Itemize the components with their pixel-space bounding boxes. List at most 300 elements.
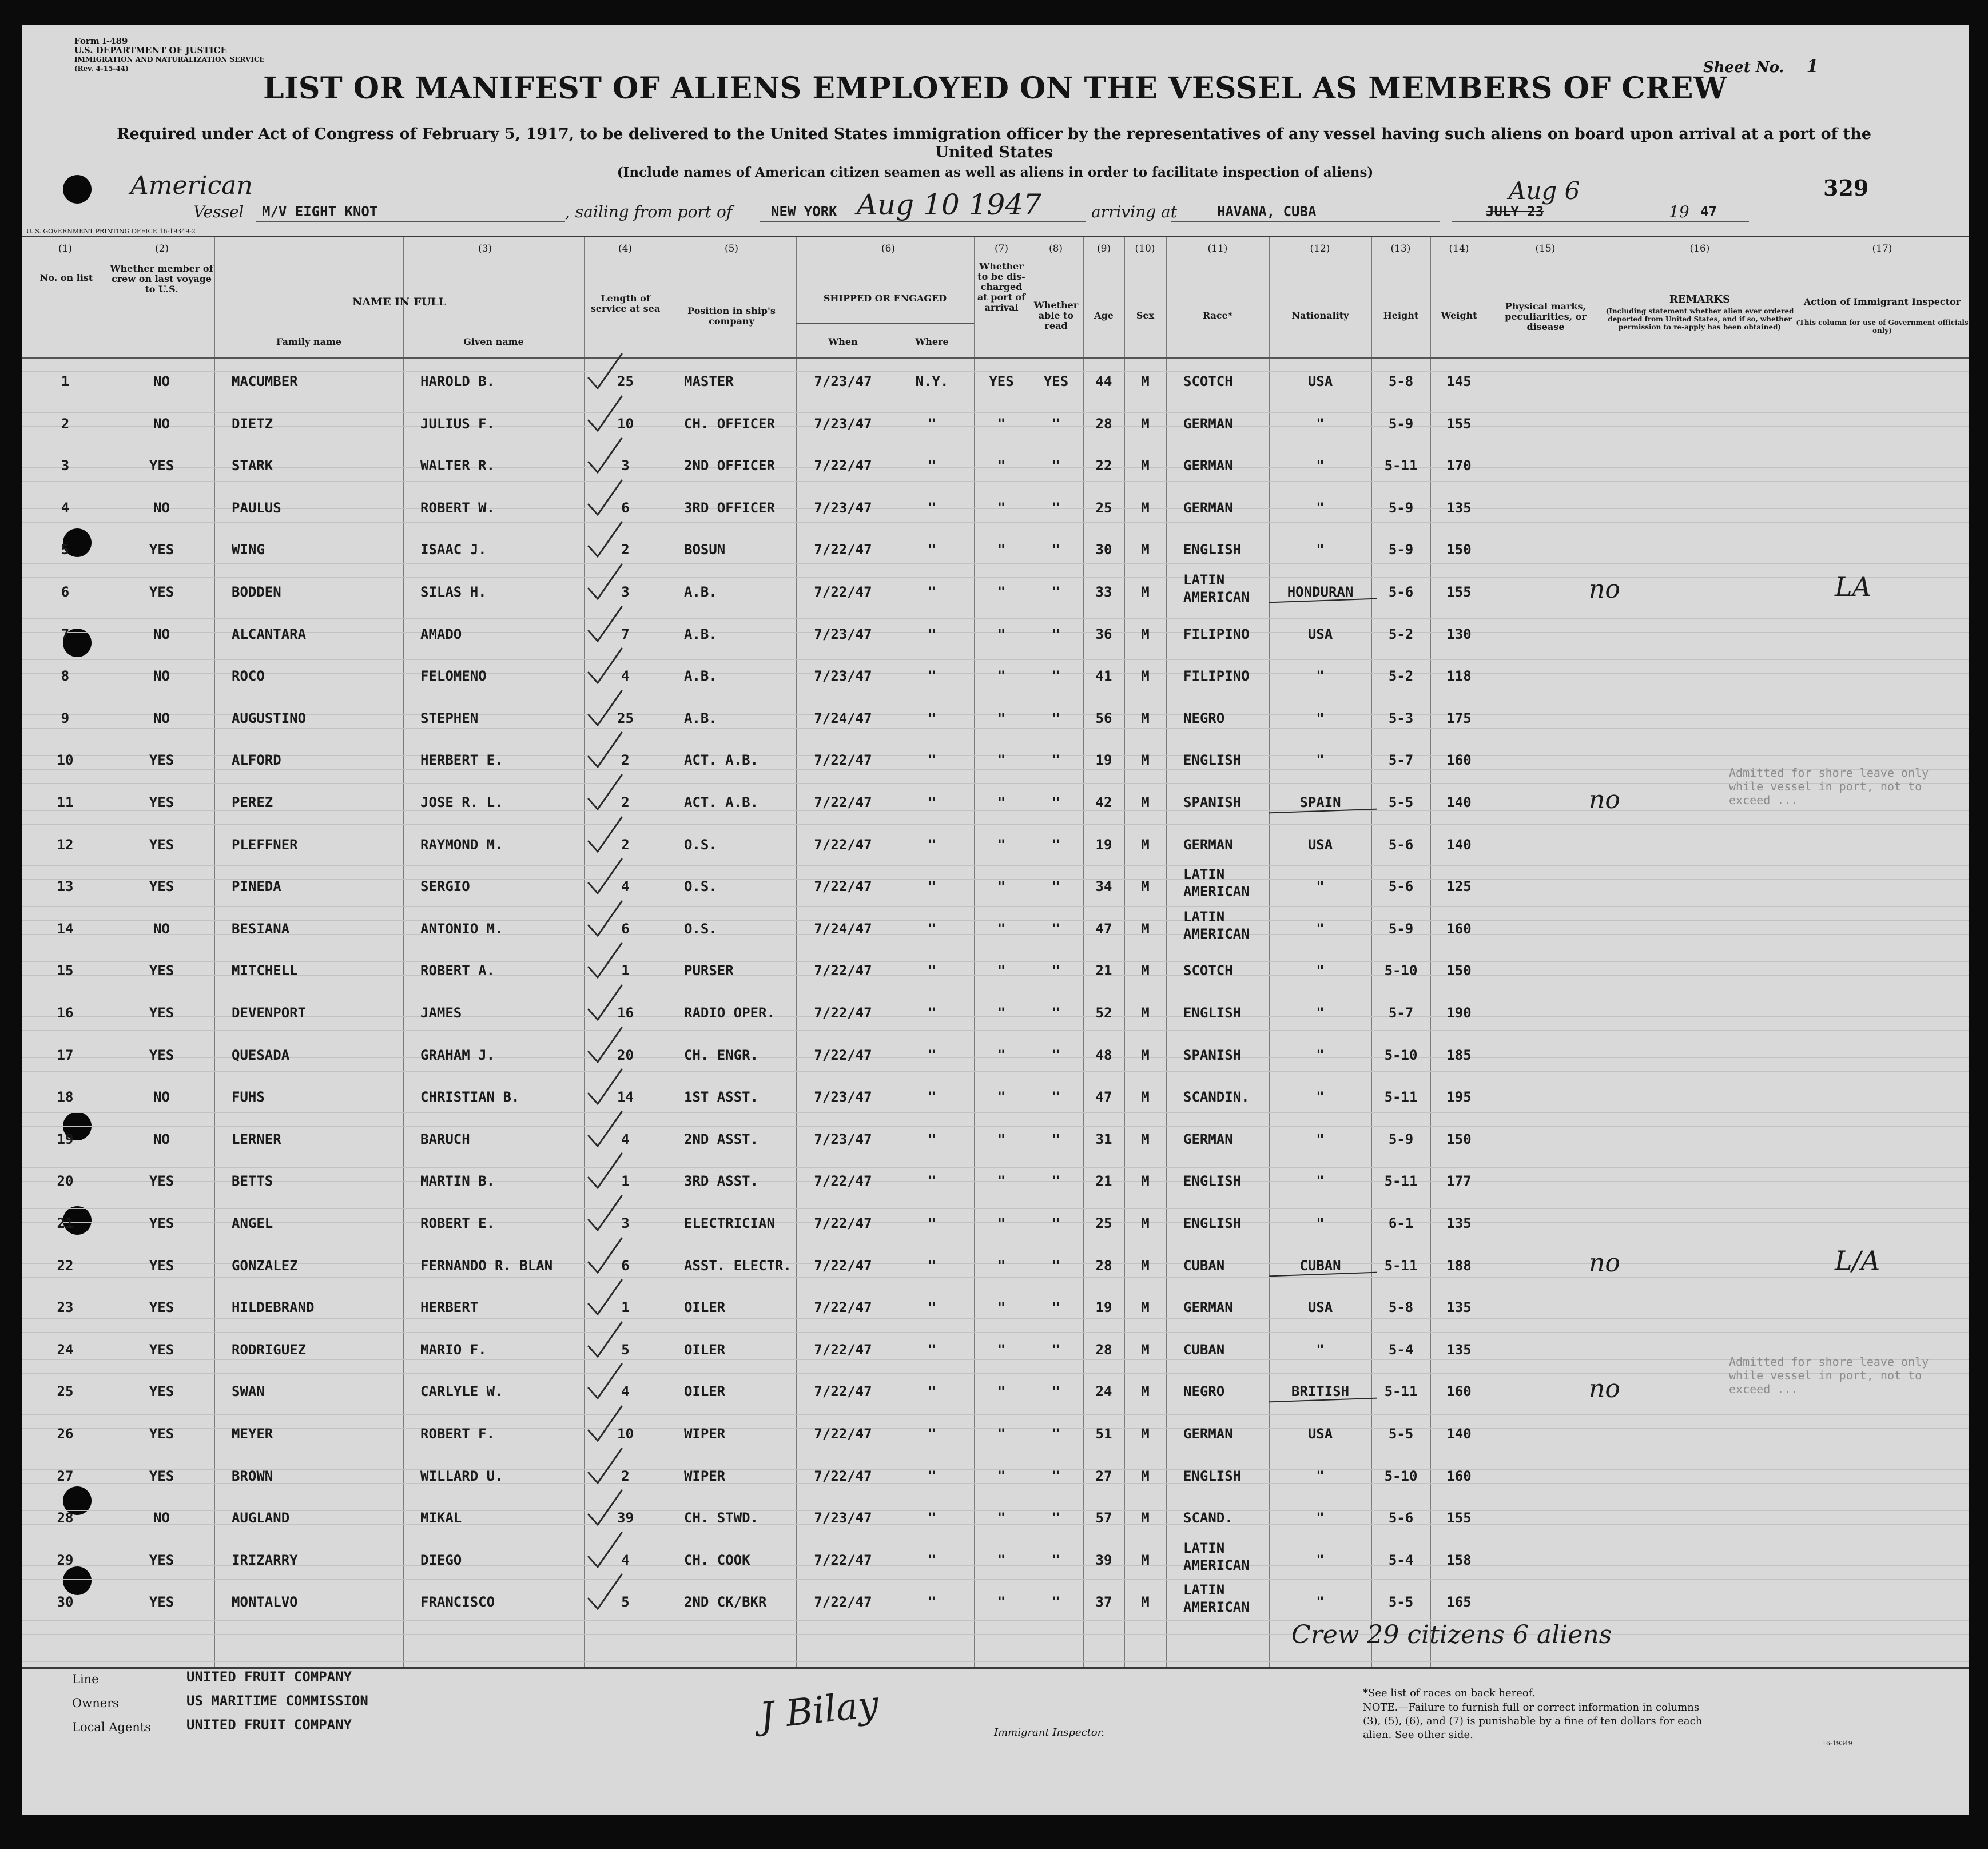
crew-table: [22, 236, 1969, 1669]
cell-when: 7/23/47: [814, 1089, 872, 1106]
penalty-note: [1363, 1701, 1717, 1742]
cell-weight: 135: [1446, 1341, 1472, 1358]
ruling-line: [22, 371, 1969, 372]
cell-disch: ": [997, 499, 1006, 516]
form-number: Form I-489: [74, 36, 128, 46]
check-mark-icon: [585, 730, 625, 770]
cell-last: YES: [149, 1426, 174, 1442]
check-mark-icon: [585, 520, 625, 560]
cell-height: 5-6: [1388, 1510, 1414, 1526]
cell-race: GERMAN: [1183, 458, 1233, 474]
cell-service: 1: [621, 1173, 630, 1190]
cell-height: 5-4: [1388, 1552, 1414, 1568]
inspector-label: Immigrant Inspector.: [994, 1727, 1105, 1739]
cell-when: 7/22/47: [814, 752, 872, 769]
cell-age: 57: [1095, 1510, 1112, 1526]
cell-position: ACT. A.B.: [684, 794, 759, 810]
cell-last: YES: [149, 878, 174, 895]
header-last-voyage: Whether member of crew on last voyage to U.S.: [110, 263, 213, 295]
check-mark-icon: [585, 983, 625, 1023]
sheet-label: Sheet No.: [1703, 59, 1784, 76]
cell-position: 3RD OFFICER: [684, 499, 775, 516]
cell-service: 3: [621, 458, 630, 474]
cell-given: WILLARD U.: [420, 1468, 503, 1484]
cell-family: BODDEN: [232, 584, 281, 600]
column-rule: [1083, 237, 1084, 1667]
cell-service: 16: [617, 1005, 634, 1021]
cell-last: YES: [149, 1594, 174, 1611]
ruling-line: [22, 1634, 1969, 1635]
column-number: (12): [1310, 243, 1330, 255]
header-race: Race*: [1202, 310, 1233, 321]
cell-race: LATIN AMERICAN: [1183, 908, 1250, 942]
cell-where: ": [928, 1341, 936, 1358]
cell-race: LATIN AMERICAN: [1183, 866, 1250, 900]
check-mark-icon: [585, 394, 625, 434]
cell-no: 22: [57, 1257, 74, 1274]
cell-service: 3: [621, 584, 630, 600]
cell-last: YES: [149, 542, 174, 558]
cell-height: 5-9: [1388, 415, 1414, 432]
cell-height: 5-11: [1384, 1257, 1418, 1274]
cell-race: FILIPINO: [1183, 668, 1250, 685]
department: U.S. DEPARTMENT OF JUSTICE: [74, 45, 227, 55]
cell-service: 1: [621, 963, 630, 979]
cell-read: ": [1052, 415, 1060, 432]
manifest-sheet: [22, 25, 1969, 1815]
cell-given: ROBERT F.: [420, 1426, 495, 1442]
cell-sex: M: [1141, 373, 1150, 389]
cell-height: 5-6: [1388, 878, 1414, 895]
include-note: (Include names of American citizen seamen as well as aliens in order to facilitate inspection of aliens): [617, 165, 1374, 180]
cell-no: 10: [57, 752, 74, 769]
cell-nat: ": [1316, 752, 1325, 769]
cell-given: HERBERT: [420, 1299, 479, 1316]
cell-nat: SPAIN: [1299, 794, 1341, 810]
cell-age: 37: [1095, 1594, 1112, 1611]
cell-service: 4: [621, 1552, 630, 1568]
header-action: Action of Immigrant Inspector: [1803, 296, 1961, 307]
cell-given: CHRISTIAN B.: [420, 1089, 520, 1106]
cell-nat: ": [1316, 458, 1325, 474]
cell-read: ": [1052, 1299, 1060, 1316]
shore-leave-stamp: Admitted for shore leave only while vessel in port, not to exceed ...: [1729, 1355, 1929, 1397]
column-number: (14): [1449, 243, 1469, 255]
cell-race: NEGRO: [1183, 1383, 1225, 1400]
cell-disch: ": [997, 1005, 1006, 1021]
cell-height: 5-6: [1388, 584, 1414, 600]
cell-where: ": [928, 920, 936, 937]
cell-given: JULIUS F.: [420, 415, 495, 432]
cell-family: FUHS: [232, 1089, 265, 1106]
cell-where: N.Y.: [915, 373, 949, 389]
header-remarks: REMARKS: [1669, 293, 1731, 305]
cell-where: ": [928, 668, 936, 685]
cell-given: BARUCH: [420, 1131, 470, 1147]
cell-weight: 177: [1446, 1173, 1472, 1190]
cell-weight: 165: [1446, 1594, 1472, 1611]
cell-service: 4: [621, 668, 630, 685]
cell-family: RODRIGUEZ: [232, 1341, 307, 1358]
column-rule: [1371, 237, 1372, 1667]
cell-given: FRANCISCO: [420, 1594, 495, 1611]
cell-family: IRIZARRY: [232, 1552, 298, 1568]
cell-age: 41: [1095, 668, 1112, 685]
service: IMMIGRATION AND NATURALIZATION SERVICE: [74, 55, 265, 63]
column-number: (1): [58, 243, 73, 255]
cell-last: YES: [149, 1173, 174, 1190]
cell-position: O.S.: [684, 920, 717, 937]
ruling-line: [22, 1373, 1969, 1374]
cell-weight: 160: [1446, 920, 1472, 937]
header-length-service: Length of service at sea: [590, 293, 661, 314]
cell-family: PEREZ: [232, 794, 273, 810]
cell-height: 5-9: [1388, 1131, 1414, 1147]
cell-when: 7/23/47: [814, 1131, 872, 1147]
header-name-in-full: NAME IN FULL: [352, 296, 446, 308]
cell-weight: 130: [1446, 626, 1472, 642]
cell-nat: CUBAN: [1299, 1257, 1341, 1274]
cell-read: ": [1052, 584, 1060, 600]
cell-no: 2: [61, 415, 70, 432]
cell-sex: M: [1141, 1468, 1150, 1484]
cell-age: 24: [1095, 1383, 1112, 1400]
cell-age: 56: [1095, 710, 1112, 726]
cell-read: ": [1052, 1131, 1060, 1147]
cell-sex: M: [1141, 1299, 1150, 1316]
column-number: (4): [618, 243, 633, 255]
cell-when: 7/22/47: [814, 1594, 872, 1611]
cell-race: SPANISH: [1183, 794, 1242, 810]
check-mark-icon: [585, 352, 625, 392]
cell-sex: M: [1141, 1594, 1150, 1611]
cell-weight: 190: [1446, 1005, 1472, 1021]
cell-nat: ": [1316, 542, 1325, 558]
ruling-line: [22, 906, 1969, 907]
cell-when: 7/22/47: [814, 1552, 872, 1568]
remark-handwritten: no: [1589, 785, 1620, 814]
cell-height: 5-5: [1388, 1426, 1414, 1442]
cell-read: ": [1052, 1510, 1060, 1526]
cell-race: GERMAN: [1183, 415, 1233, 432]
cell-weight: 140: [1446, 836, 1472, 853]
column-number: (15): [1535, 243, 1556, 255]
cell-age: 25: [1095, 499, 1112, 516]
cell-height: 5-11: [1384, 1089, 1418, 1106]
cell-nat: ": [1316, 1005, 1325, 1021]
subtitle: Required under Act of Congress of February 5, 1917, to be delivered to the United States immigration officer by the representatives of any vessel having such aliens on board upon arrival at a port of the United States: [117, 125, 1871, 161]
cell-height: 5-4: [1388, 1341, 1414, 1358]
check-mark-icon: [585, 815, 625, 855]
check-mark-icon: [585, 1278, 625, 1318]
cell-weight: 135: [1446, 1215, 1472, 1231]
cell-nat: ": [1316, 1341, 1325, 1358]
cell-when: 7/22/47: [814, 1299, 872, 1316]
cell-family: PLEFFNER: [232, 836, 298, 853]
check-mark-icon: [585, 1151, 625, 1191]
cell-position: BOSUN: [684, 542, 726, 558]
ruling-line: [22, 769, 1969, 770]
cell-weight: 140: [1446, 794, 1472, 810]
cell-weight: 135: [1446, 1299, 1472, 1316]
cell-where: ": [928, 1131, 936, 1147]
cell-where: ": [928, 752, 936, 769]
cell-service: 14: [617, 1089, 634, 1106]
column-number: (9): [1096, 243, 1111, 255]
cell-last: NO: [153, 1089, 170, 1106]
cell-last: NO: [153, 1510, 170, 1526]
cell-sex: M: [1141, 458, 1150, 474]
cell-disch: ": [997, 1131, 1006, 1147]
cell-family: WING: [232, 542, 265, 558]
cell-service: 3: [621, 1215, 630, 1231]
cell-weight: 160: [1446, 1468, 1472, 1484]
cell-when: 7/22/47: [814, 878, 872, 895]
cell-position: A.B.: [684, 668, 717, 685]
cell-disch: ": [997, 1215, 1006, 1231]
cell-disch: ": [997, 710, 1006, 726]
cell-given: STEPHEN: [420, 710, 479, 726]
cell-height: 5-2: [1388, 626, 1414, 642]
cell-age: 30: [1095, 542, 1112, 558]
header-action-note: (This column for use of Government officials only): [1796, 319, 1969, 335]
cell-age: 28: [1095, 1341, 1112, 1358]
cell-where: ": [928, 458, 936, 474]
cell-where: ": [928, 1594, 936, 1611]
cell-position: OILER: [684, 1341, 726, 1358]
cell-disch: ": [997, 584, 1006, 600]
shipped-header-rule: [796, 323, 974, 324]
cell-race: SCANDIN.: [1183, 1089, 1250, 1106]
cell-family: ROCO: [232, 668, 265, 685]
header-rule: [22, 357, 1969, 359]
header-shipped-engaged: SHIPPED OR ENGAGED: [823, 293, 947, 304]
printing-office: U. S. GOVERNMENT PRINTING OFFICE 16-19349-2: [26, 228, 196, 235]
cell-disch: YES: [989, 373, 1014, 389]
check-mark-icon: [585, 773, 625, 813]
ruling-line: [22, 824, 1969, 825]
ruling-line: [22, 728, 1969, 729]
cell-given: FERNANDO R. BLAN: [420, 1257, 553, 1274]
owners-value: US MARITIME COMMISSION: [186, 1693, 368, 1709]
cell-when: 7/22/47: [814, 1468, 872, 1484]
cell-nat: ": [1316, 963, 1325, 979]
cell-family: AUGUSTINO: [232, 710, 307, 726]
header-age: Age: [1094, 310, 1114, 321]
cell-family: ALCANTARA: [232, 626, 307, 642]
arriving-label: arriving at: [1091, 202, 1177, 221]
cell-where: ": [928, 1257, 936, 1274]
cell-weight: 118: [1446, 668, 1472, 685]
check-mark-icon: [585, 1446, 625, 1486]
cell-nat: USA: [1307, 373, 1333, 389]
cell-height: 5-8: [1388, 1299, 1414, 1316]
check-mark-icon: [585, 1530, 625, 1570]
owners-label: Owners: [72, 1696, 119, 1710]
cell-disch: ": [997, 668, 1006, 685]
cell-age: 33: [1095, 584, 1112, 600]
cell-height: 5-2: [1388, 668, 1414, 685]
cell-read: ": [1052, 836, 1060, 853]
header-position: Position in ship's company: [687, 305, 776, 327]
column-number: (2): [154, 243, 169, 255]
cell-height: 5-11: [1384, 1173, 1418, 1190]
cell-position: ELECTRICIAN: [684, 1215, 775, 1231]
ruling-line: [22, 810, 1969, 811]
cell-position: MASTER: [684, 373, 734, 389]
revision: (Rev. 4-15-44): [74, 65, 129, 73]
cell-when: 7/22/47: [814, 1426, 872, 1442]
cell-given: SILAS H.: [420, 584, 487, 600]
port-to: HAVANA, CUBA: [1217, 204, 1317, 220]
ruling-line: [22, 1332, 1969, 1333]
cell-last: YES: [149, 836, 174, 853]
cell-last: NO: [153, 920, 170, 937]
cell-disch: ": [997, 1552, 1006, 1568]
cell-disch: ": [997, 878, 1006, 895]
cell-race: ENGLISH: [1183, 542, 1242, 558]
note-label: NOTE.: [1363, 1701, 1398, 1713]
check-mark-icon: [585, 1572, 625, 1612]
cell-service: 1: [621, 1299, 630, 1316]
cell-last: YES: [149, 1047, 174, 1063]
cell-no: 5: [61, 542, 70, 558]
cell-race: ENGLISH: [1183, 752, 1242, 769]
cell-race: GERMAN: [1183, 1131, 1233, 1147]
cell-age: 47: [1095, 1089, 1112, 1106]
cell-when: 7/22/47: [814, 963, 872, 979]
cell-position: CH. ENGR.: [684, 1047, 759, 1063]
header-remarks-note: (Including statement whether alien ever ordered deported from United States, and if so, whether permission to re-apply has been obtained): [1605, 307, 1794, 331]
column-rule: [214, 237, 215, 1667]
cell-read: ": [1052, 920, 1060, 937]
cell-when: 7/22/47: [814, 542, 872, 558]
cell-family: ANGEL: [232, 1215, 273, 1231]
ruling-line: [22, 961, 1969, 962]
cell-age: 19: [1095, 836, 1112, 853]
cell-weight: 145: [1446, 373, 1472, 389]
cell-disch: ": [997, 963, 1006, 979]
cell-age: 52: [1095, 1005, 1112, 1021]
cell-sex: M: [1141, 1131, 1150, 1147]
cell-position: A.B.: [684, 710, 717, 726]
check-mark-icon: [585, 436, 625, 476]
cell-sex: M: [1141, 963, 1150, 979]
column-rule: [1269, 237, 1270, 1667]
cell-service: 4: [621, 1131, 630, 1147]
cell-weight: 155: [1446, 415, 1472, 432]
cell-when: 7/23/47: [814, 415, 872, 432]
cell-height: 5-8: [1388, 373, 1414, 389]
cell-no: 18: [57, 1089, 74, 1106]
cell-read: ": [1052, 458, 1060, 474]
cell-when: 7/22/47: [814, 458, 872, 474]
cell-when: 7/24/47: [814, 920, 872, 937]
cell-when: 7/22/47: [814, 1215, 872, 1231]
cell-age: 21: [1095, 963, 1112, 979]
cell-service: 2: [621, 794, 630, 810]
cell-position: RADIO OPER.: [684, 1005, 775, 1021]
cell-where: ": [928, 542, 936, 558]
cell-sex: M: [1141, 499, 1150, 516]
cell-family: STARK: [232, 458, 273, 474]
cell-service: 20: [617, 1047, 634, 1063]
cell-last: YES: [149, 458, 174, 474]
ruling-line: [22, 1359, 1969, 1360]
cell-position: 3RD ASST.: [684, 1173, 759, 1190]
column-rule: [403, 237, 404, 1667]
cell-sex: M: [1141, 836, 1150, 853]
cell-given: MARIO F.: [420, 1341, 487, 1358]
cell-race: ENGLISH: [1183, 1173, 1242, 1190]
header-discharged: Whether to be dis- charged at port of arrival: [977, 261, 1026, 313]
cell-last: NO: [153, 668, 170, 685]
cell-nat: ": [1316, 1131, 1325, 1147]
cell-given: JOSE R. L.: [420, 794, 503, 810]
column-rule: [796, 237, 797, 1667]
cell-height: 5-3: [1388, 710, 1414, 726]
handwritten-flag: American: [130, 171, 253, 200]
cell-family: MEYER: [232, 1426, 273, 1442]
cell-age: 42: [1095, 794, 1112, 810]
header-family-name: Family name: [276, 336, 341, 347]
cell-given: RAYMOND M.: [420, 836, 503, 853]
header-no-on-list: No. on list: [39, 272, 93, 283]
cell-position: A.B.: [684, 584, 717, 600]
cell-service: 39: [617, 1510, 634, 1526]
cell-nat: USA: [1307, 1299, 1333, 1316]
cell-race: CUBAN: [1183, 1257, 1225, 1274]
cell-service: 6: [621, 499, 630, 516]
cell-nat: ": [1316, 1594, 1325, 1611]
cell-family: HILDEBRAND: [232, 1299, 315, 1316]
check-mark-icon: [585, 689, 625, 729]
cell-sex: M: [1141, 584, 1150, 600]
check-mark-icon: [585, 1236, 625, 1276]
cell-disch: ": [997, 626, 1006, 642]
cell-weight: 155: [1446, 1510, 1472, 1526]
form-info: [74, 37, 265, 73]
cell-last: YES: [149, 963, 174, 979]
cell-nat: USA: [1307, 1426, 1333, 1442]
cell-where: ": [928, 1552, 936, 1568]
cell-given: HAROLD B.: [420, 373, 495, 389]
cell-disch: ": [997, 1089, 1006, 1106]
cell-service: 7: [621, 626, 630, 642]
cell-family: LERNER: [232, 1131, 281, 1147]
year-prefix: 19: [1669, 202, 1689, 221]
cell-when: 7/24/47: [814, 710, 872, 726]
cell-nat: ": [1316, 1510, 1325, 1526]
ruling-line: [22, 1318, 1969, 1319]
cell-last: YES: [149, 1383, 174, 1400]
cell-race: LATIN AMERICAN: [1183, 1582, 1250, 1616]
cell-no: 15: [57, 963, 74, 979]
cell-given: HERBERT E.: [420, 752, 503, 769]
cell-race: SCAND.: [1183, 1510, 1233, 1526]
cell-race: GERMAN: [1183, 836, 1233, 853]
remark-handwritten: no: [1589, 575, 1620, 604]
cell-no: 13: [57, 878, 74, 895]
year: 47: [1700, 204, 1717, 220]
cell-weight: 188: [1446, 1257, 1472, 1274]
cell-position: O.S.: [684, 836, 717, 853]
cell-weight: 150: [1446, 963, 1472, 979]
note-text: —Failure to furnish full or correct information in columns (3), (5), (6), and (7) is punishable by a fine of ten dollars for each alien. See other side.: [1363, 1701, 1703, 1741]
arrival-date-struck: JULY 23: [1486, 204, 1544, 220]
cell-service: 5: [621, 1594, 630, 1611]
cell-where: ": [928, 1089, 936, 1106]
